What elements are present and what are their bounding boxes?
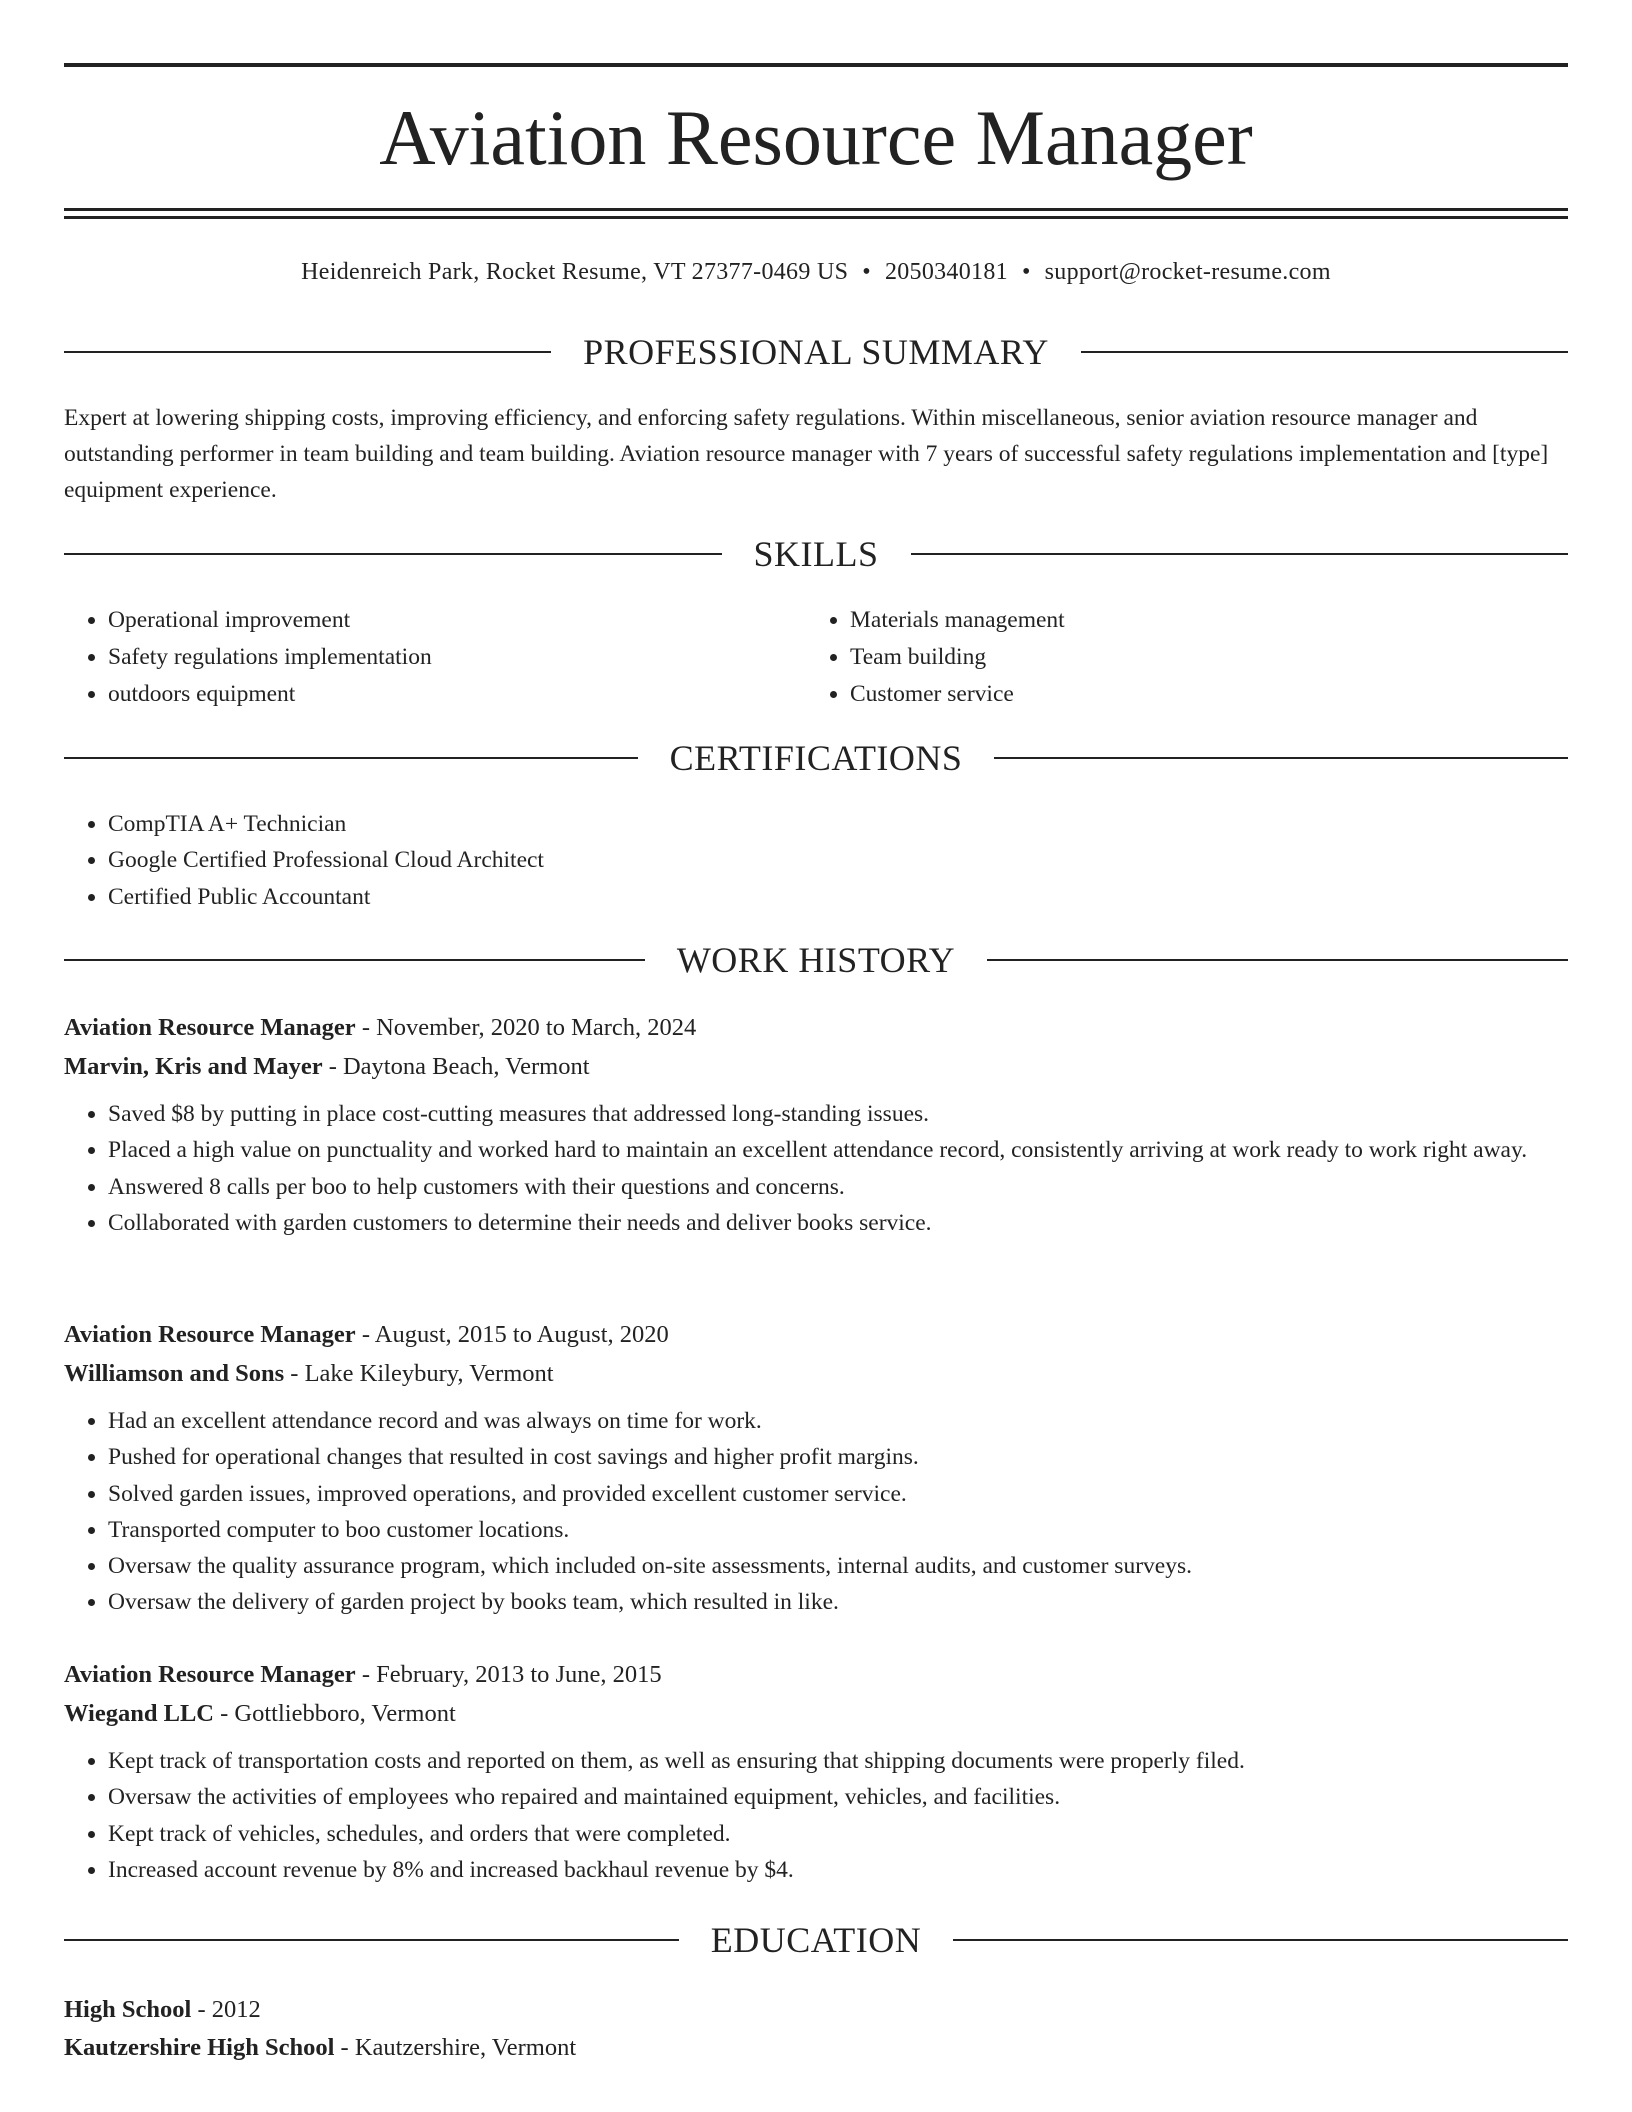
contact-email: support@rocket-resume.com	[1044, 259, 1331, 285]
job-title-line	[64, 1315, 1568, 1354]
job-company-line	[64, 1047, 1568, 1086]
section-heading-summary	[64, 330, 1568, 374]
certification-item: • CompTIA A+ Technician	[108, 806, 1568, 842]
heading-rule	[1081, 351, 1568, 353]
section-heading-skills	[64, 532, 1568, 576]
heading-rule	[64, 553, 722, 555]
job-location: - Lake Kileybury, Vermont	[284, 1360, 554, 1387]
certifications-list	[64, 806, 1568, 915]
top-rule	[64, 63, 1568, 67]
section-heading-label: WORK HISTORY	[676, 940, 956, 980]
title-rule-lower	[64, 216, 1568, 219]
job-entry	[64, 1008, 1568, 1241]
skills-column-right	[806, 602, 1546, 713]
contact-separator: •	[1021, 259, 1031, 285]
job-entry	[64, 1655, 1568, 1888]
job-bullet: • Saved $8 by putting in place cost-cutting measures that addressed long-standing issues.	[108, 1096, 1568, 1132]
section-heading-label: EDUCATION	[710, 1920, 922, 1960]
certification-item: • Google Certified Professional Cloud Architect	[108, 842, 1568, 878]
skill-item: • Team building	[850, 639, 1546, 676]
title-rule-upper	[64, 208, 1568, 211]
job-bullet: • Oversaw the quality assurance program, which included on-site assessments, internal audits, and customer surveys.	[108, 1548, 1568, 1584]
job-bullet: • Kept track of vehicles, schedules, and orders that were completed.	[108, 1816, 1568, 1852]
summary-text: Expert at lowering shipping costs, improving efficiency, and enforcing safety regulations. Within miscellaneous, senior aviation resource manager and outstanding performer in team building and team building. Aviation resource manager with 7 years of successful safety regulations implementation and [type] equipment experience.	[64, 405, 1549, 503]
heading-rule	[953, 1939, 1568, 1941]
heading-rule	[911, 553, 1569, 555]
skill-item: • Safety regulations implementation	[108, 639, 804, 676]
job-company-line	[64, 1694, 1568, 1733]
skill-item: • Customer service	[850, 676, 1546, 713]
job-bullet: • Transported computer to boo customer locations.	[108, 1512, 1568, 1548]
skills-column-left	[64, 602, 804, 713]
job-dates: - August, 2015 to August, 2020	[355, 1321, 669, 1348]
skill-item: • Materials management	[850, 602, 1546, 639]
section-heading-label: PROFESSIONAL SUMMARY	[583, 332, 1049, 372]
contact-address: Heidenreich Park, Rocket Resume, VT 27377-0469 US	[301, 259, 849, 285]
job-location: - Gottliebboro, Vermont	[214, 1700, 456, 1727]
contact-separator: •	[862, 259, 871, 285]
skill-item: • outdoors equipment	[108, 676, 804, 713]
job-title: Aviation Resource Manager	[64, 1014, 356, 1041]
education-school-line	[64, 2029, 1568, 2067]
job-bullets	[64, 1743, 1568, 1888]
job-company: Wiegand LLC	[64, 1700, 214, 1727]
job-bullet: • Collaborated with garden customers to determine their needs and deliver books service.	[108, 1205, 1568, 1241]
job-bullet: • Answered 8 calls per boo to help customers with their questions and concerns.	[108, 1169, 1568, 1205]
section-heading-label: CERTIFICATIONS	[669, 738, 963, 778]
job-bullets	[64, 1403, 1568, 1621]
job-bullets	[64, 1096, 1568, 1241]
heading-rule	[64, 1939, 679, 1941]
section-heading-certifications	[64, 736, 1568, 780]
job-dates: - November, 2020 to March, 2024	[355, 1014, 697, 1041]
job-bullet: • Solved garden issues, improved operations, and provided excellent customer service.	[108, 1476, 1568, 1512]
heading-rule	[64, 959, 645, 961]
job-dates: - February, 2013 to June, 2015	[355, 1661, 662, 1688]
contact-line	[64, 255, 1568, 289]
education-degree: High School	[64, 1996, 192, 2023]
job-company: Williamson and Sons	[64, 1360, 285, 1387]
education-entry	[64, 1991, 1568, 2067]
certification-item: • Certified Public Accountant	[108, 879, 1568, 915]
skill-item: • Operational improvement	[108, 602, 804, 639]
job-title: Aviation Resource Manager	[64, 1321, 356, 1348]
job-company: Marvin, Kris and Mayer	[64, 1053, 323, 1080]
job-bullet: • Kept track of transportation costs and reported on them, as well as ensuring that shipping documents were properly filed.	[108, 1743, 1568, 1779]
job-bullet: • Oversaw the delivery of garden project by books team, which resulted in like.	[108, 1584, 1568, 1620]
heading-rule	[987, 959, 1568, 961]
job-entry	[64, 1315, 1568, 1621]
job-company-line	[64, 1354, 1568, 1393]
job-location: - Daytona Beach, Vermont	[322, 1053, 590, 1080]
education-year: - 2012	[191, 1996, 261, 2023]
section-heading-label: SKILLS	[753, 534, 879, 574]
resume-title: Aviation Resource Manager	[379, 94, 1253, 181]
section-heading-work-history	[64, 938, 1568, 982]
section-heading-education	[64, 1918, 1568, 1962]
job-bullet: • Had an excellent attendance record and was always on time for work.	[108, 1403, 1568, 1439]
education-school: Kautzershire High School	[64, 2034, 335, 2061]
heading-rule	[994, 757, 1568, 759]
job-title-line	[64, 1655, 1568, 1694]
heading-rule	[64, 757, 638, 759]
job-title-line	[64, 1008, 1568, 1047]
heading-rule	[64, 351, 551, 353]
job-bullet: • Oversaw the activities of employees who repaired and maintained equipment, vehicles, and facilities.	[108, 1779, 1568, 1815]
education-degree-line	[64, 1991, 1568, 2029]
job-bullet: • Placed a high value on punctuality and worked hard to maintain an excellent attendance record, consistently arriving at work ready to work right away.	[108, 1132, 1568, 1168]
job-title: Aviation Resource Manager	[64, 1661, 356, 1688]
job-bullet: • Increased account revenue by 8% and increased backhaul revenue by $4.	[108, 1852, 1568, 1888]
education-location: - Kautzershire, Vermont	[334, 2034, 577, 2061]
contact-phone: 2050340181	[884, 259, 1008, 285]
job-bullet: • Pushed for operational changes that resulted in cost savings and higher profit margins.	[108, 1439, 1568, 1475]
